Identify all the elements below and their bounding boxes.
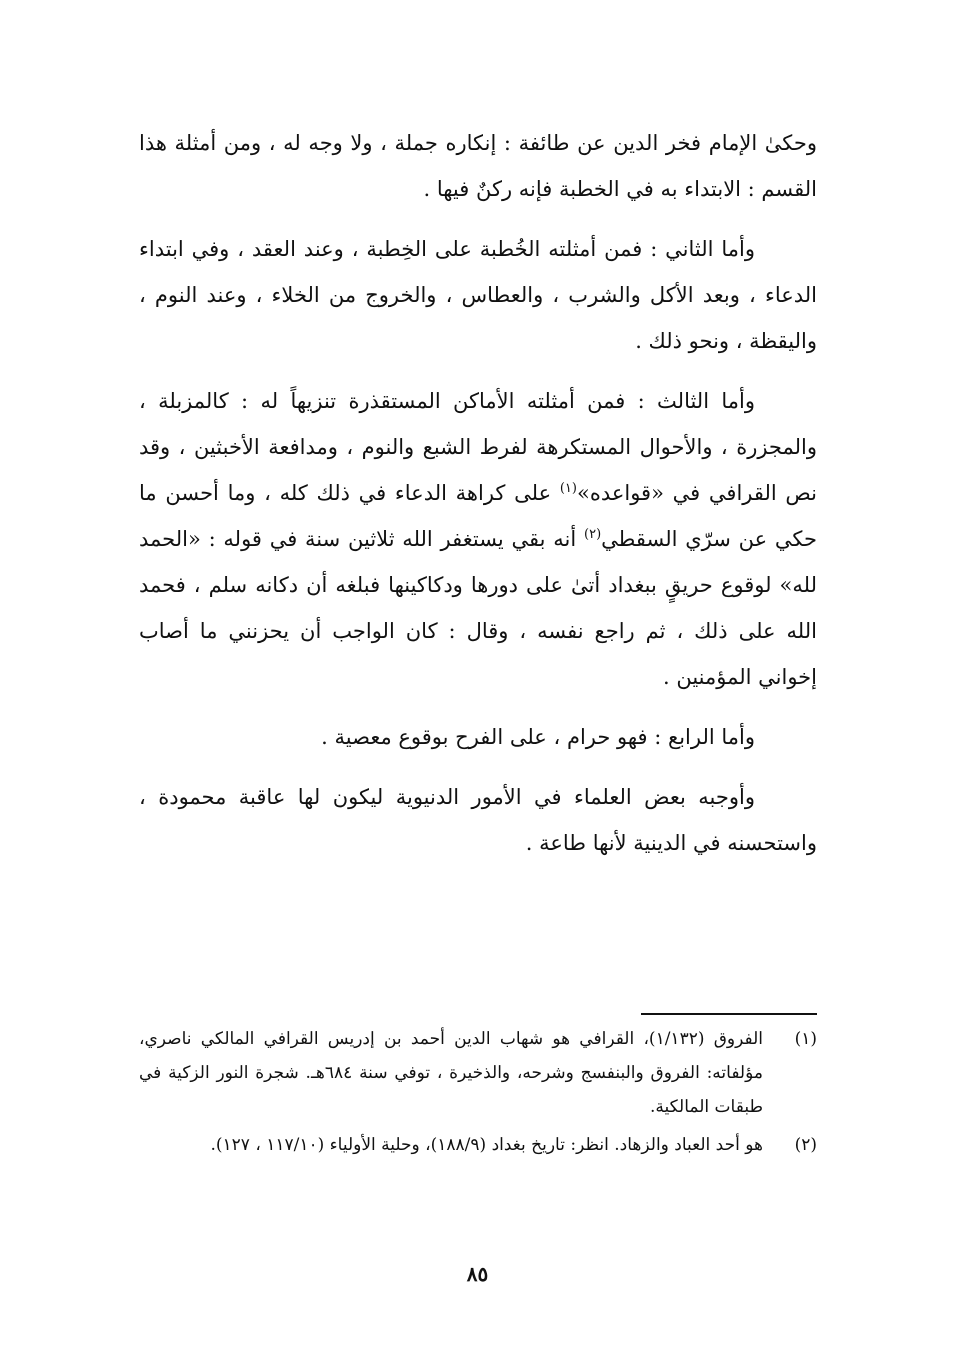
main-text: [139, 120, 817, 866]
paragraph-third-part1: وأما الثالث : فمن أمثلته الأماكن المستقذرة تنزيهاً له : كالمزبلة ، والمجزرة ، والأحوال المستكرهة لفرط الشبع والنوم ، ومدافعة الأخبثين ، وقد نص القرافي في «قواعده»: [139, 389, 817, 505]
footnote-ref-2: (٢): [584, 527, 602, 542]
paragraph-fifth: وأوجبه بعض العلماء في الأمور الدنيوية ليكون لها عاقبة محمودة ، واستحسنه في الدينية لأنها طاعة .: [139, 785, 817, 855]
footnotes: [139, 1022, 817, 1166]
footnote-2: [139, 1128, 817, 1162]
footnote-ref-1: (١): [559, 481, 577, 496]
page-number: ٨٥: [466, 1262, 489, 1286]
footnote-separator: [641, 1013, 817, 1015]
paragraph-third-part3: أنه بقي يستغفر الله ثلاثين سنة في قوله : «الحمد لله» لوقوع حريقٍ ببغداد أتىٰ على دورها ودكاكينها فبلغه أن دكانه سلم ، فحمد الله على ذلك ، ثم راجع نفسه ، وقال : كان الواجب أن يحزنني ما أصاب إخواني المؤمنين .: [139, 527, 817, 689]
paragraph-first: وحكىٰ الإمام فخر الدين عن طائفة : إنكاره جملة ، ولا وجه له ، ومن أمثلة هذا القسم : الابتداء به في الخطبة فإنه ركنٌ فيها .: [139, 131, 817, 201]
paragraph-third: [139, 378, 817, 700]
paragraph-third-part2: على كراهة الدعاء في ذلك كله ، وما أحسن ما حكي عن سرّي السقطي: [139, 481, 817, 551]
paragraph-second: وأما الثاني : فمن أمثلته الخُطبة على الخِطبة ، وعند العقد ، وفي ابتداء الدعاء ، وبعد الأكل والشرب ، والعطاس ، والخروج من الخلاء ، وعند النوم ، واليقظة ، ونحو ذلك .: [139, 237, 817, 353]
paragraph-fourth: وأما الرابع : فهو حرام ، على الفرح بوقوع معصية .: [321, 725, 755, 749]
footnote-1: [139, 1022, 817, 1124]
footnote-2-number: (٢): [794, 1135, 817, 1155]
footnote-1-text: الفروق (١/١٣٢)، القرافي هو شهاب الدين أحمد بن إدريس القرافي المالكي ناصري، مؤلفاته: الفروق والبنفسج وشرحه، والذخيرة ، توفي سنة ٦٨٤هـ. شجرة النور الزكية في طبقات المالكية.: [139, 1029, 763, 1117]
footnote-1-number: (١): [794, 1029, 817, 1049]
footnote-2-text: هو أحد العباد والزهاد. انظر: تاريخ بغداد (١٨٨/٩)، وحلية الأولياء (١١٧/١٠ ، ١٢٧).: [210, 1135, 763, 1155]
